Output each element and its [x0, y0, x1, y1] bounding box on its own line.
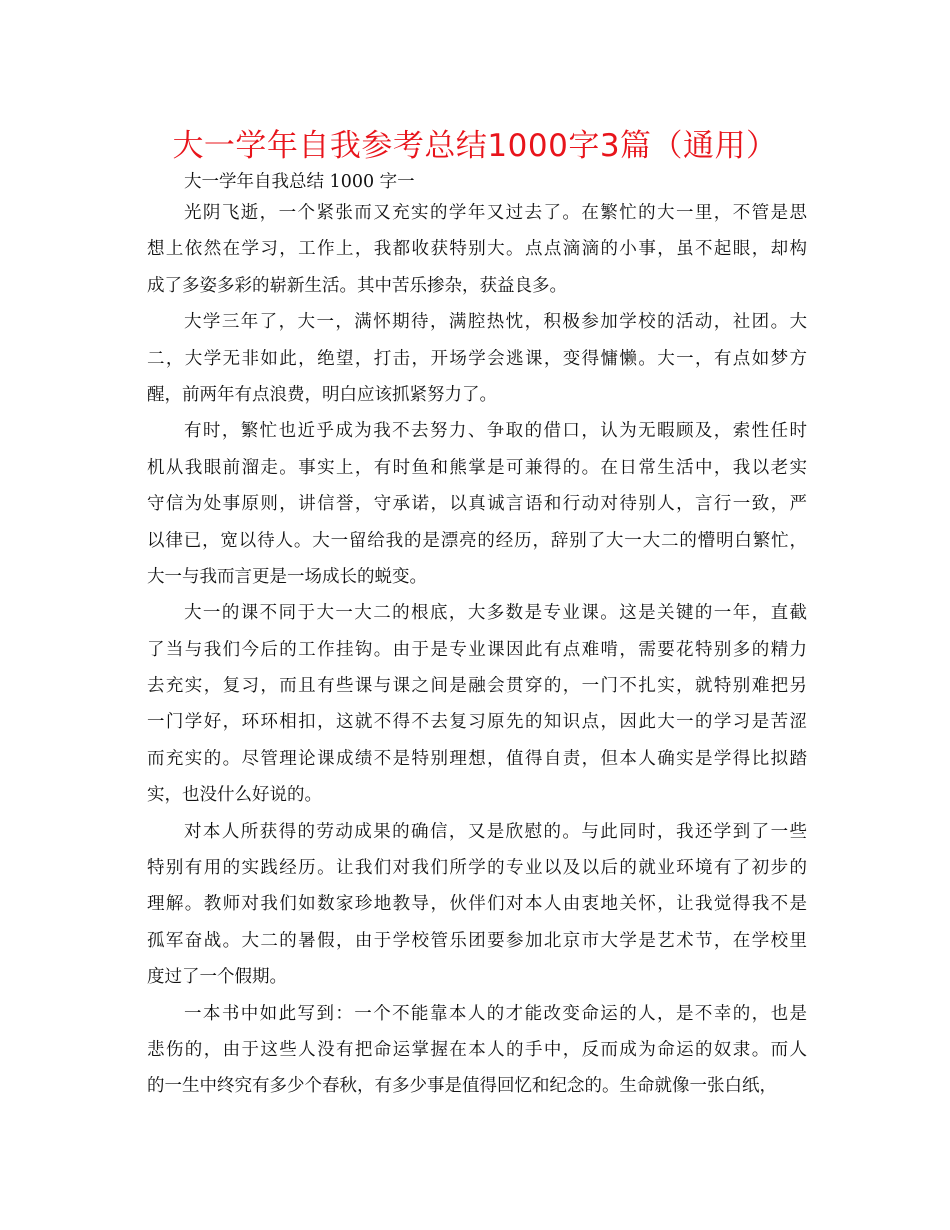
paragraph-line: 以律已，宽以待人。大一留给我的是漂亮的经历，辞别了大一大二的懵明白繁忙， [147, 530, 807, 551]
paragraph-line: 理解。教师对我们如数家珍地教导，伙伴们对本人由衷地关怀，让我觉得我不是 [147, 894, 807, 915]
paragraph-line: 光阴飞逝，一个紧张而又充实的学年又过去了。在繁忙的大一里，不管是思 [184, 203, 807, 223]
paragraph-line: 对本人所获得的劳动成果的确信，又是欣慰的。与此同时，我还学到了一些 [184, 821, 807, 842]
paragraph-line: 一门学好，环环相扣，这就不得不去复习原先的知识点，因此大一的学习是苦涩 [147, 712, 807, 733]
paragraph-line: 去充实，复习，而且有些课与课之间是融会贯穿的，一门不扎实，就特别难把另 [147, 676, 807, 697]
paragraph-line: 大学三年了，大一，满怀期待，满腔热忱，积极参加学校的活动，社团。大 [184, 312, 807, 333]
paragraph-line: 二，大学无非如此，绝望，打击，开场学会逃课，变得慵懒。大一，有点如梦方 [147, 348, 807, 369]
paragraph-line: 的一生中终究有多少个春秋，有多少事是值得回忆和纪念的。生命就像一张白纸， [147, 1076, 777, 1097]
paragraph-line: 度过了一个假期。 [147, 967, 287, 988]
paragraph-line: 特别有用的实践经历。让我们对我们所学的专业以及以后的就业环境有了初步的 [147, 858, 807, 879]
paragraph-line: 而充实的。尽管理论课成绩不是特别理想，值得自责，但本人确实是学得比拟踏 [147, 748, 807, 769]
paragraph-line: 守信为处事原则，讲信誉，守承诺，以真诚言语和行动对待别人，言行一致，严 [147, 494, 807, 515]
paragraph-line: 有时，繁忙也近乎成为我不去努力、争取的借口，认为无暇顾及，索性任时 [184, 421, 807, 442]
paragraph-line: 想上依然在学习，工作上，我都收获特别大。点点滴滴的小事，虽不起眼，却构 [147, 239, 807, 260]
paragraph-line: 一本书中如此写到：一个不能靠本人的才能改变命运的人，是不幸的，也是 [184, 1003, 807, 1024]
paragraph-line: 实，也没什么好说的。 [147, 785, 322, 806]
paragraph-line: 机从我眼前溜走。事实上，有时鱼和熊掌是可兼得的。在日常生活中，我以老实 [147, 457, 807, 478]
document-subtitle: 大一学年自我总结 1000 字一 [184, 172, 415, 192]
paragraph-line: 悲伤的，由于这些人没有把命运掌握在本人的手中，反而成为命运的奴隶。而人 [147, 1039, 807, 1060]
paragraph-line: 成了多姿多彩的崭新生活。其中苦乐掺杂，获益良多。 [147, 275, 567, 296]
paragraph-line: 了当与我们今后的工作挂钩。由于是专业课因此有点难啃，需要花特别多的精力 [147, 639, 807, 660]
paragraph-line: 醒，前两年有点浪费，明白应该抓紧努力了。 [147, 384, 497, 405]
document-body [147, 195, 807, 1105]
paragraph-line: 大一与我而言更是一场成长的蜕变。 [147, 566, 427, 587]
paragraph-line: 大一的课不同于大一大二的根底，大多数是专业课。这是关键的一年，直截 [184, 603, 807, 624]
paragraph-line: 孤军奋战。大二的暑假，由于学校管乐团要参加北京市大学是艺术节，在学校里 [147, 930, 807, 951]
document-title: 大一学年自我参考总结1000字3篇（通用） [172, 128, 778, 164]
